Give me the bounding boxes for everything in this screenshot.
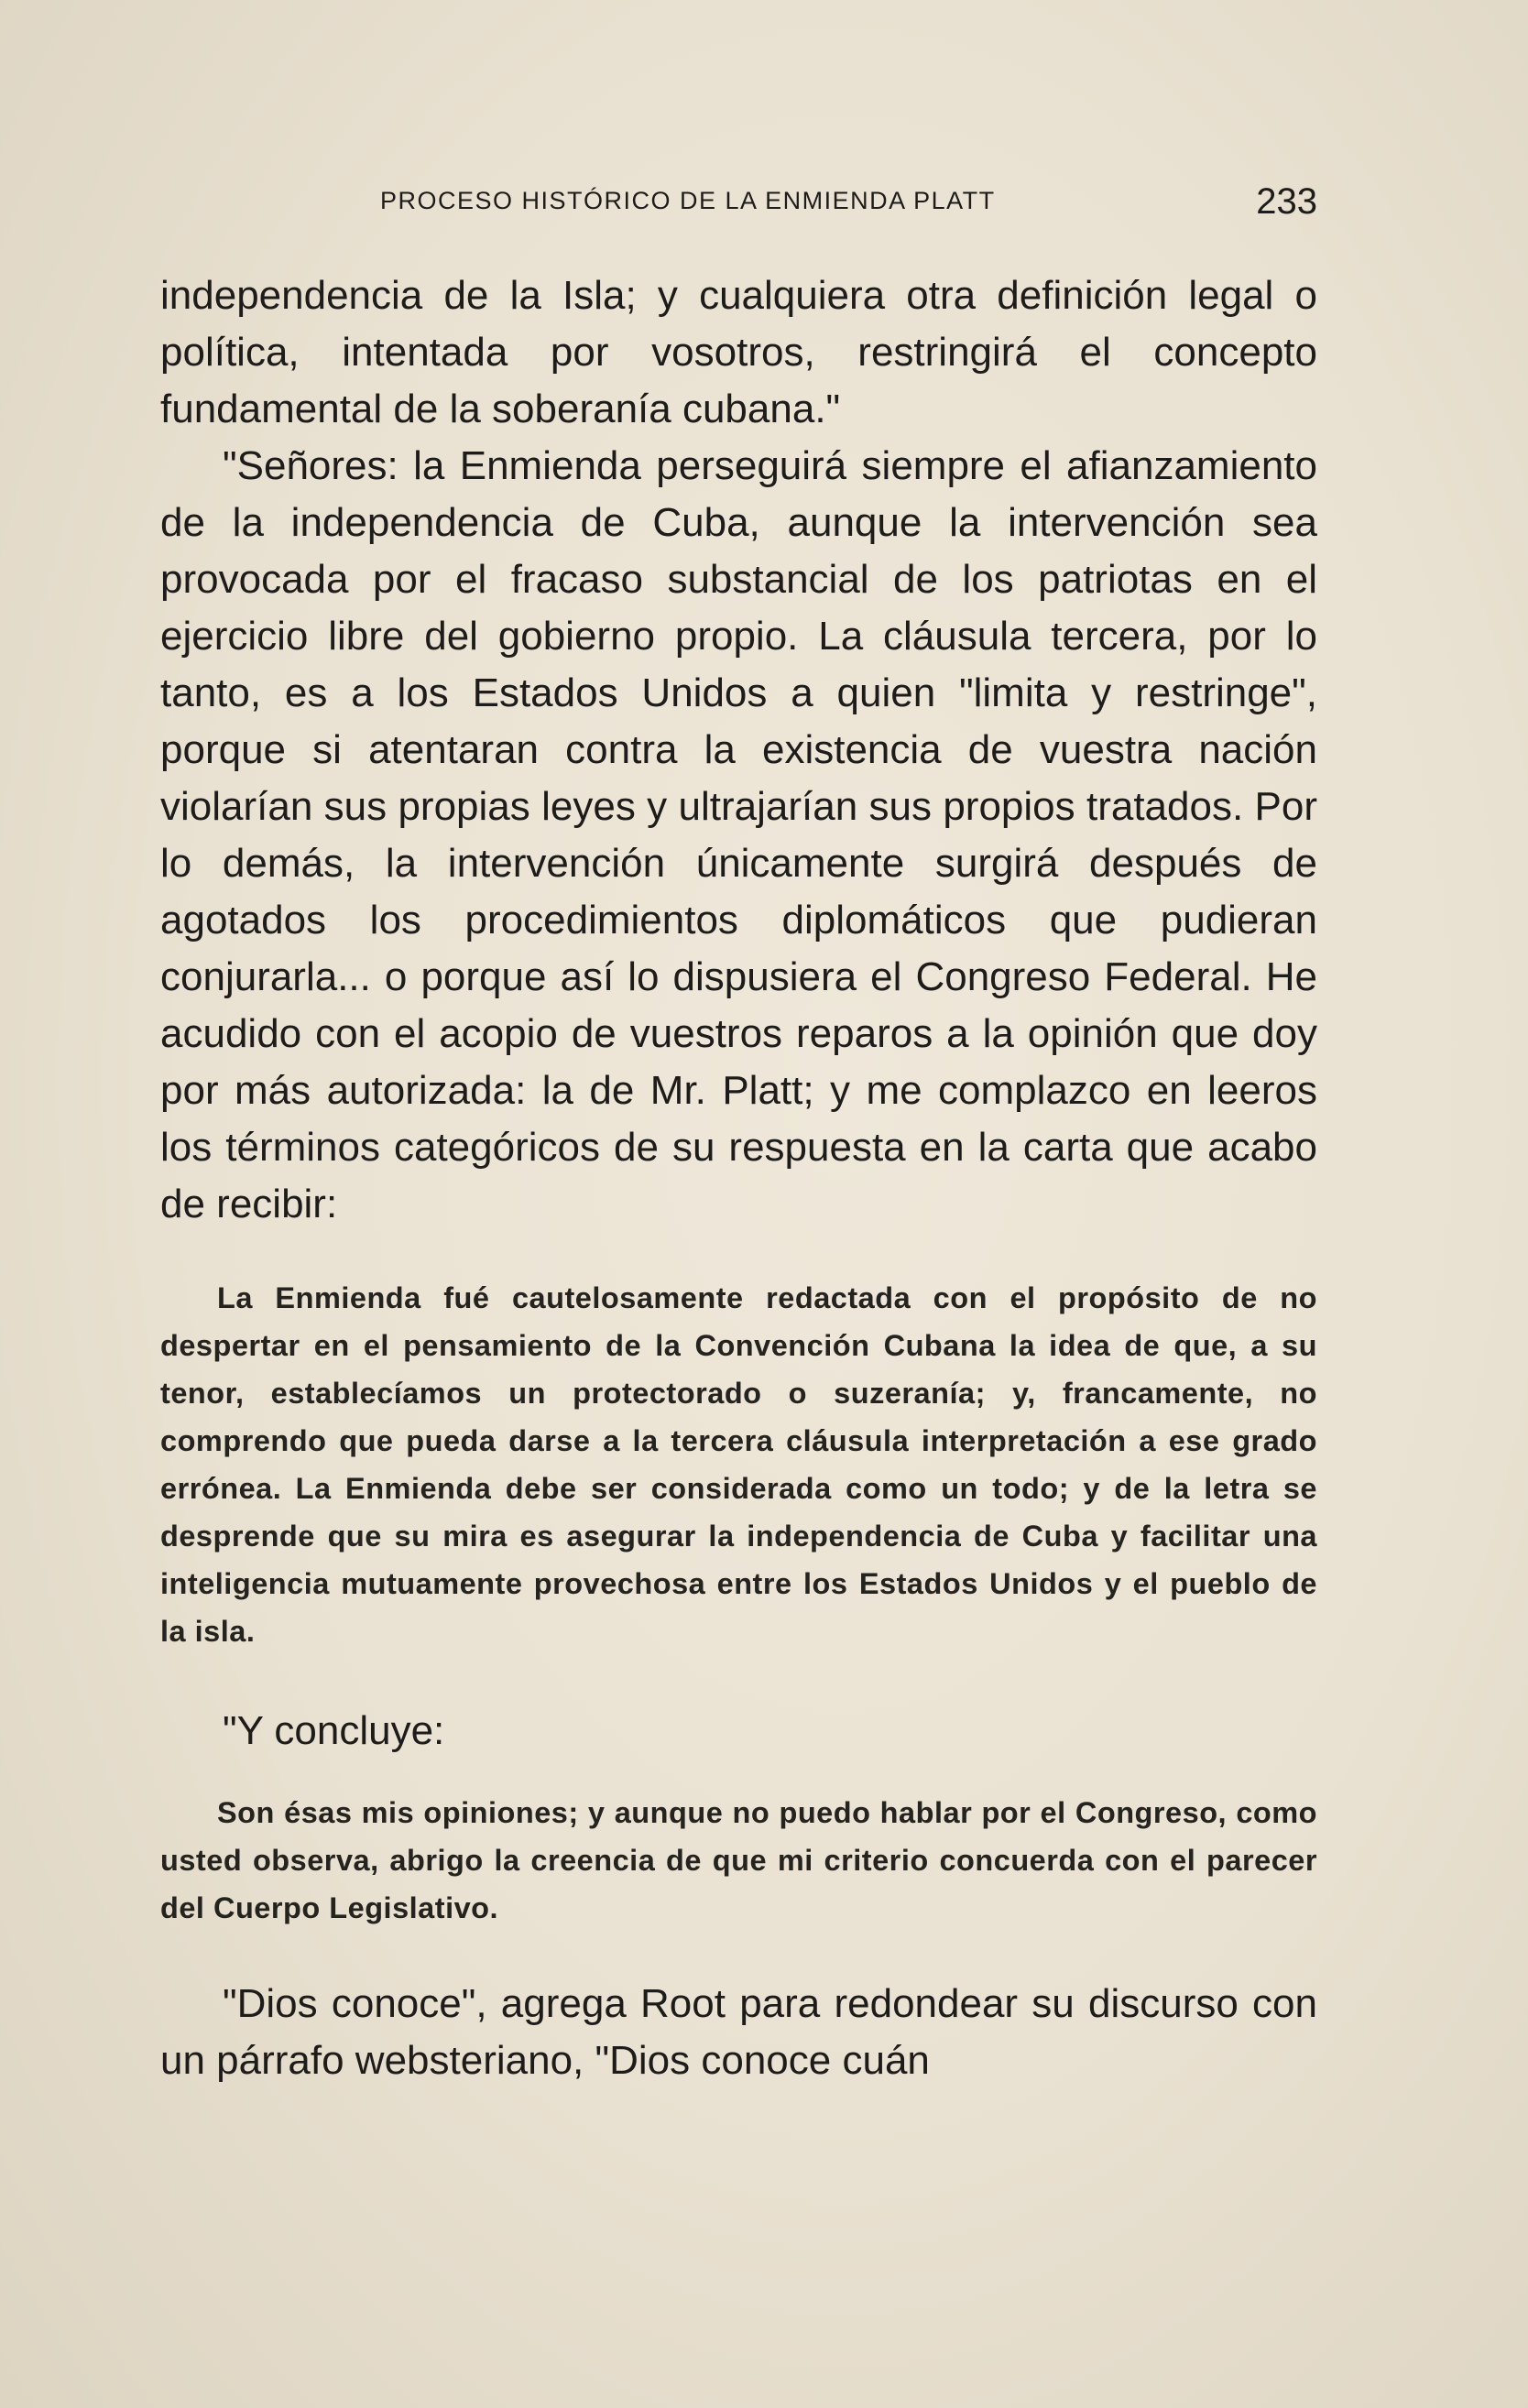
running-head: PROCESO HISTÓRICO DE LA ENMIENDA PLATT [380, 187, 996, 214]
paragraph-4: "Dios conoce", agrega Root para redondear su discurso con un párrafo websteriano, "Dios conoce cuán [160, 1981, 1317, 2083]
block-quote-platt-letter: La Enmienda fué cautelosamente redactada con el propósito de no despertar en el pensamiento de la Convención Cubana la idea de que, a su tenor, establecíamos un protectorado o suzeranía; y, francamente, no comprendo que pueda darse a la tercera cláusula interpretación a ese grado errónea. La Enmienda debe ser considerada como un todo; y de la letra se desprende que su mira es asegurar la independencia de Cuba y facilitar una inteligencia mutuamente provechosa entre los Estados Unidos y el pueblo de la isla. [160, 1281, 1317, 1648]
paragraph-3: "Y concluye: [223, 1708, 445, 1753]
page-number: 233 [1256, 181, 1317, 222]
block-quote-conclusion: Son ésas mis opiniones; y aunque no puedo hablar por el Congreso, como usted observa, abrigo la creencia de que mi criterio concuerda con el parecer del Cuerpo Legislativo. [160, 1796, 1317, 1924]
paragraph-1: independencia de la Isla; y cualquiera otra definición legal o política, intentada por vosotros, restringirá el concepto fundamental de la soberanía cubana." [160, 273, 1317, 431]
body-text [160, 267, 1317, 2089]
paragraph-2: "Señores: la Enmienda perseguirá siempre el afianzamiento de la independencia de Cuba, aunque la intervención sea provocada por el fracaso substancial de los patriotas en el ejercicio libre del gobierno propio. La cláusula tercera, por lo tanto, es a los Estados Unidos a quien "limita y restringe", porque si atentaran contra la existencia de vuestra nación violarían sus propias leyes y ultrajarían sus propios tratados. Por lo demás, la intervención únicamente surgirá después de agotados los procedimientos diplomáticos que pudieran conjurarla... o porque así lo dispusiera el Congreso Federal. He acudido con el acopio de vuestros reparos a la opinión que doy por más autorizada: la de Mr. Platt; y me complazco en leeros los términos categóricos de su respuesta en la carta que acabo de recibir: [160, 443, 1317, 1226]
page-header [160, 181, 1317, 227]
